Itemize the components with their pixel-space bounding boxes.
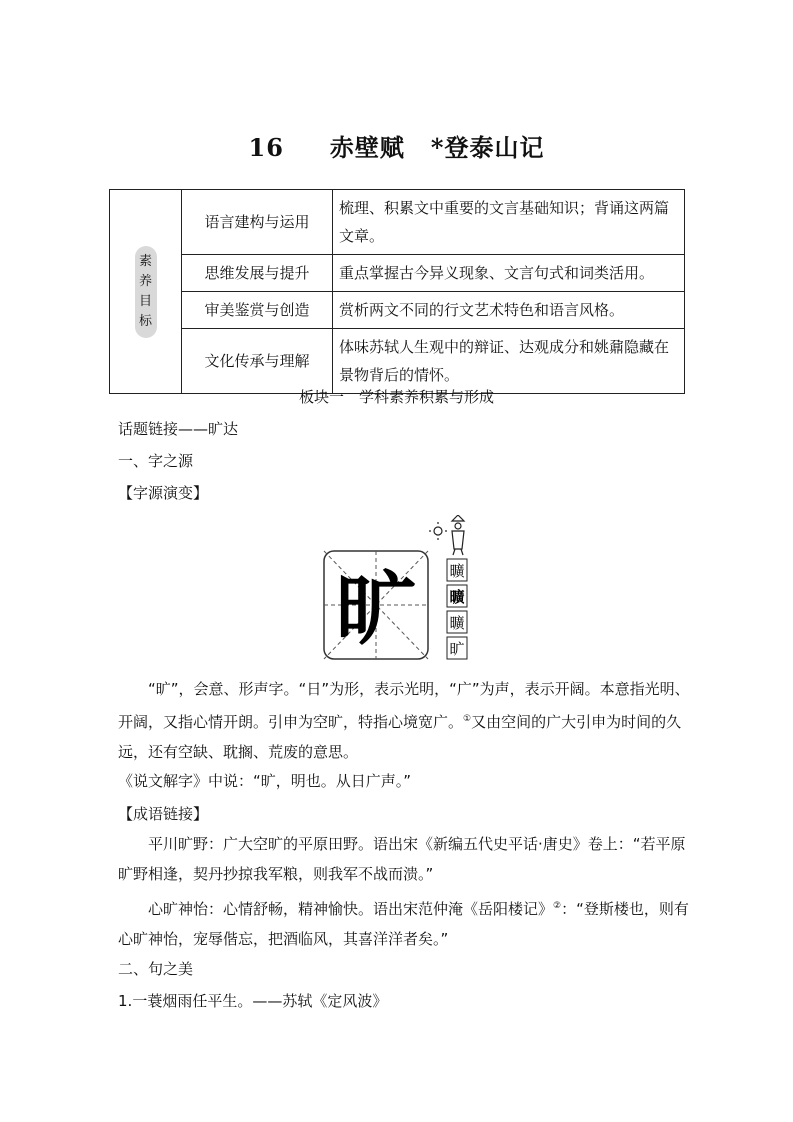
table-row (110, 329, 685, 394)
goals-table (109, 189, 685, 394)
goal-category: 语言建构与运用 (182, 190, 333, 255)
topic-link: 话题链接——旷达 (118, 420, 239, 438)
side-char: 目 (138, 293, 152, 309)
goal-desc: 赏析两文不同的行文艺术特色和语言风格。 (333, 292, 685, 329)
table-row (110, 292, 685, 329)
sentence-text: .一蓑烟雨任平生。——苏轼《定风波》 (127, 992, 388, 1010)
goal-category: 思维发展与提升 (182, 255, 333, 292)
footnote-mark: ② (553, 901, 562, 911)
character-evolution-figure (322, 515, 474, 671)
lesson-number: 16 (248, 133, 284, 162)
explain-paragraph (118, 674, 690, 767)
lesson-title-main: 赤壁赋 (329, 133, 405, 162)
side-char: 养 (138, 273, 152, 289)
shuowen-quote: 《说文解字》中说：“旷，明也。从日广声。” (118, 772, 412, 790)
idiom-text-a: 心旷神怡：心情舒畅，精神愉快。语出宋范仲淹《岳阳楼记》 (148, 900, 554, 918)
explain-text-b: 又由空间的广大引申为时间的久远，还有空缺、耽搁、荒废的意思。 (118, 713, 682, 761)
evolution-label: 【字源演变】 (118, 484, 209, 502)
idiom-label: 【成语链接】 (118, 805, 209, 823)
sentence-item (118, 990, 387, 1011)
goal-desc: 重点掌握古今异义现象、文言句式和词类活用。 (333, 255, 685, 292)
idiom-text-b: ：“登斯楼也，则有心旷神怡，宠辱偕忘，把酒临风，其喜洋洋者矣。” (118, 900, 689, 948)
section-heading: 二、句之美 (118, 960, 194, 978)
explain-text-a: “旷”，会意、形声字。“日”为形，表示光明，“广”为声，表示开阔。本意指光明、开阔，又指心情开朗。引申为空旷，特指心境宽广。 (118, 680, 690, 731)
goal-category: 审美鉴赏与创造 (182, 292, 333, 329)
evolution-form: 曠 (449, 562, 465, 580)
evolution-form: 曠 (449, 588, 465, 606)
oracle-figure-icon (429, 515, 464, 555)
main-glyph: 旷 (336, 563, 416, 656)
side-cell (110, 190, 182, 394)
goal-desc: 体味苏轼人生观中的辩证、达观成分和姚鼐隐藏在景物背后的情怀。 (333, 329, 685, 394)
evolution-svg (322, 515, 474, 671)
side-label (135, 246, 157, 338)
section-heading: 一、字之源 (118, 452, 194, 470)
goal-desc: 梳理、积累文中重要的文言基础知识；背诵这两篇文章。 (333, 190, 685, 255)
idiom-paragraph: 平川旷野：广大空旷的平原田野。语出宋《新编五代史平话·唐史》卷上：“若平原旷野相逢，契丹抄掠我军粮，则我军不战而溃。” (118, 835, 686, 883)
idiom-paragraph (118, 891, 690, 954)
table-row (110, 255, 685, 292)
side-char: 标 (138, 313, 152, 329)
evolution-form: 旷 (449, 640, 465, 658)
footnote-mark: ① (463, 714, 472, 724)
evolution-form: 曠 (449, 614, 465, 632)
goal-category: 文化传承与理解 (182, 329, 333, 394)
table-row (110, 190, 685, 255)
sentence-number: 1 (118, 992, 128, 1010)
page-title (0, 128, 793, 163)
side-char: 素 (138, 253, 152, 269)
lesson-title-sub: *登泰山记 (430, 133, 545, 162)
block-title: 板块一 学科素养积累与形成 (298, 388, 494, 406)
